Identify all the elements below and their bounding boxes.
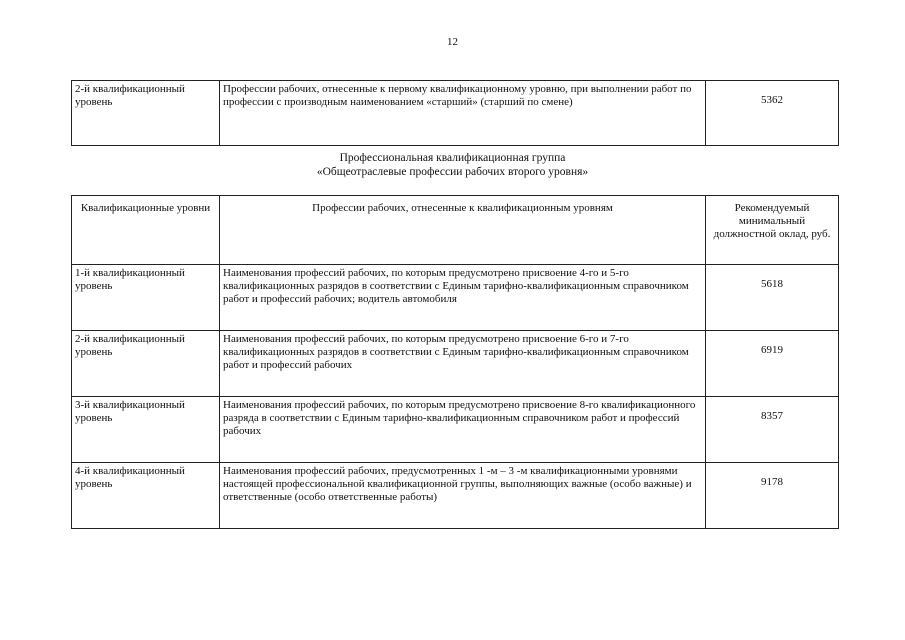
salary-cell: 5362 — [706, 81, 839, 146]
salary-cell: 8357 — [706, 397, 839, 463]
qualification-group-table — [71, 195, 839, 529]
header-min-salary: Рекомендуемый минимальный должностной оклад, руб. — [706, 196, 839, 265]
group-heading — [0, 151, 905, 179]
table-row — [72, 81, 839, 146]
table-row — [72, 397, 839, 463]
header-professions: Профессии рабочих, отнесенные к квалификационным уровням — [220, 196, 706, 265]
group-heading-line-2: «Общеотраслевые профессии рабочих второго уровня» — [316, 166, 589, 178]
qualification-level-cell: 3-й квалификационный уровень — [72, 397, 220, 463]
salary-cell: 9178 — [706, 463, 839, 529]
page-number: 12 — [447, 36, 458, 48]
salary-cell: 6919 — [706, 331, 839, 397]
table-row — [72, 463, 839, 529]
qualification-level-cell: 2-й квалификационный уровень — [72, 81, 220, 146]
table-header-row — [72, 196, 839, 265]
profession-description-cell: Наименования профессий рабочих, по которым предусмотрено присвоение 6-го и 7-го квалификационных разрядов в соответствии с Единым тарифно-квалификационным справочником работ и профессий рабочих — [220, 331, 706, 397]
table-row — [72, 331, 839, 397]
profession-description-cell: Наименования профессий рабочих, предусмотренных 1 -м – 3 -м квалификационными уровнями настоящей профессиональной квалификационной группы, выполняющих важные (особо важные) и ответственные (особо ответственные работы) — [220, 463, 706, 529]
previous-group-table — [71, 80, 839, 146]
profession-description-cell: Наименования профессий рабочих, по которым предусмотрено присвоение 8-го квалификационного разряда в соответствии с Единым тарифно-квалификационным справочником работ и профессий рабочих — [220, 397, 706, 463]
profession-description-cell: Наименования профессий рабочих, по которым предусмотрено присвоение 4-го и 5-го квалификационных разрядов в соответствии с Единым тарифно-квалификационным справочником работ и профессий рабочих; водитель автомобиля — [220, 265, 706, 331]
group-heading-line-1: Профессиональная квалификационная группа — [339, 152, 566, 164]
header-qualification-levels: Квалификационные уровни — [72, 196, 220, 265]
profession-description-cell: Профессии рабочих, отнесенные к первому квалификационному уровню, при выполнении работ по профессии с производным наименованием «старший» (старший по смене) — [220, 81, 706, 146]
qualification-level-cell: 2-й квалификационный уровень — [72, 331, 220, 397]
qualification-level-cell: 1-й квалификационный уровень — [72, 265, 220, 331]
table-row — [72, 265, 839, 331]
qualification-level-cell: 4-й квалификационный уровень — [72, 463, 220, 529]
salary-cell: 5618 — [706, 265, 839, 331]
